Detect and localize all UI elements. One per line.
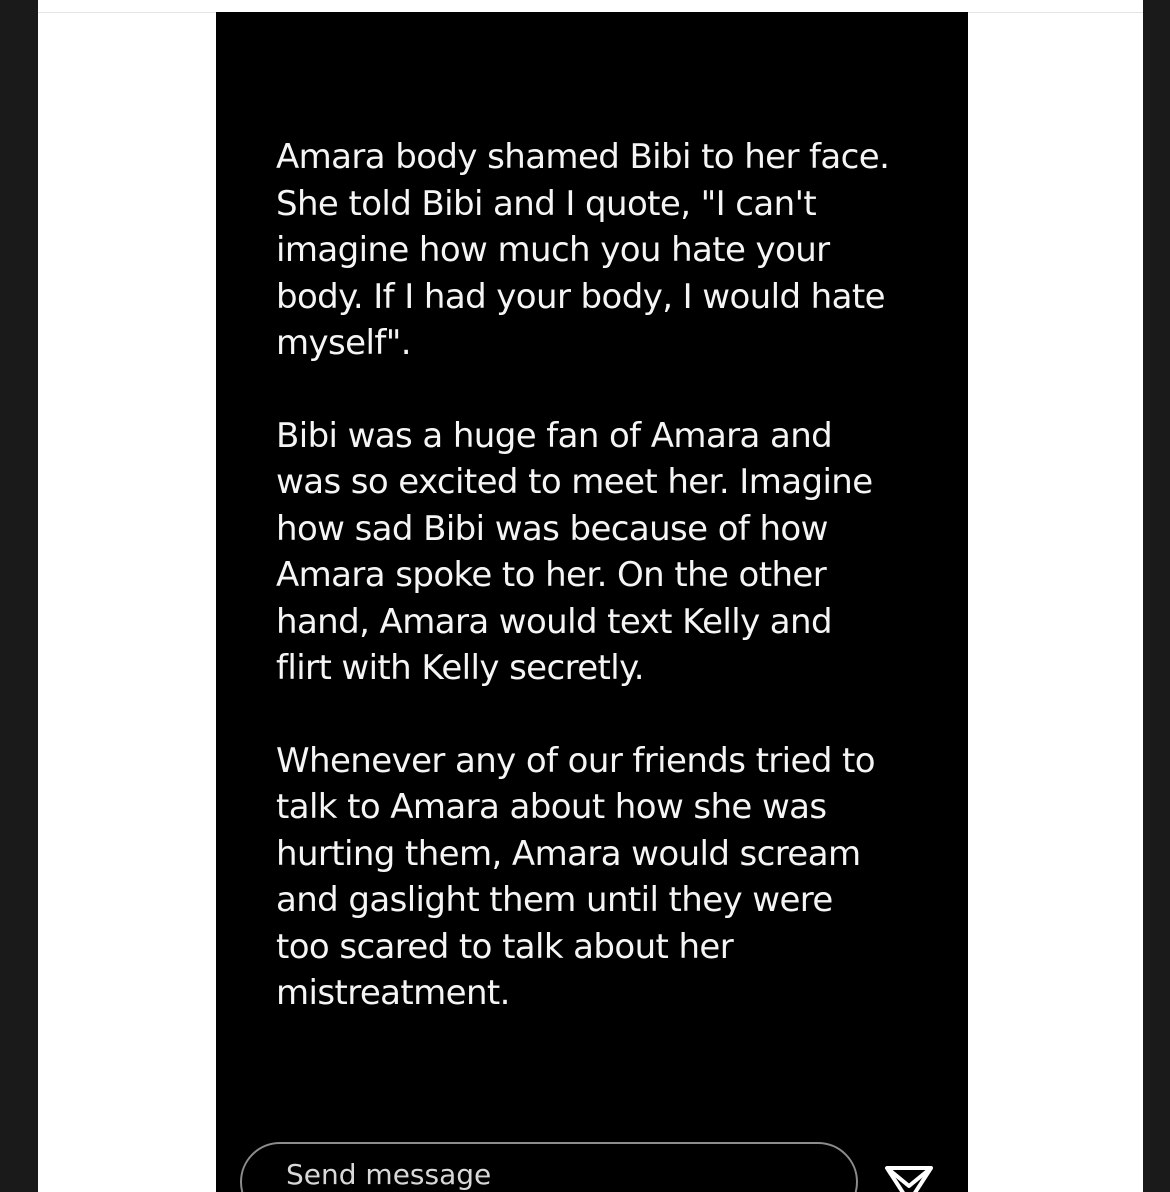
left-edge-bar [0,0,38,1192]
paper-plane-icon[interactable] [884,1164,934,1192]
right-edge-bar [1143,0,1170,1192]
send-message-input[interactable] [240,1142,858,1192]
story-viewer[interactable] [216,12,968,1192]
send-message-placeholder: Send message [286,1158,492,1191]
story-paragraph-3: Whenever any of our friends tried to talk to Amara about how she was hurting them, Amara would scream and gaslight them until they were too scared to talk about her mistreatment. [276,740,875,1013]
story-paragraph-1: Amara body shamed Bibi to her face. She told Bibi and I quote, "I can't imagine how much you hate your body. If I had your body, I would hate myself". [276,137,890,363]
story-text [276,134,936,1063]
story-paragraph-2: Bibi was a huge fan of Amara and was so excited to meet her. Imagine how sad Bibi was because of how Amara spoke to her. On the other hand, Amara would text Kelly and flirt with Kelly secretly. [276,415,873,688]
